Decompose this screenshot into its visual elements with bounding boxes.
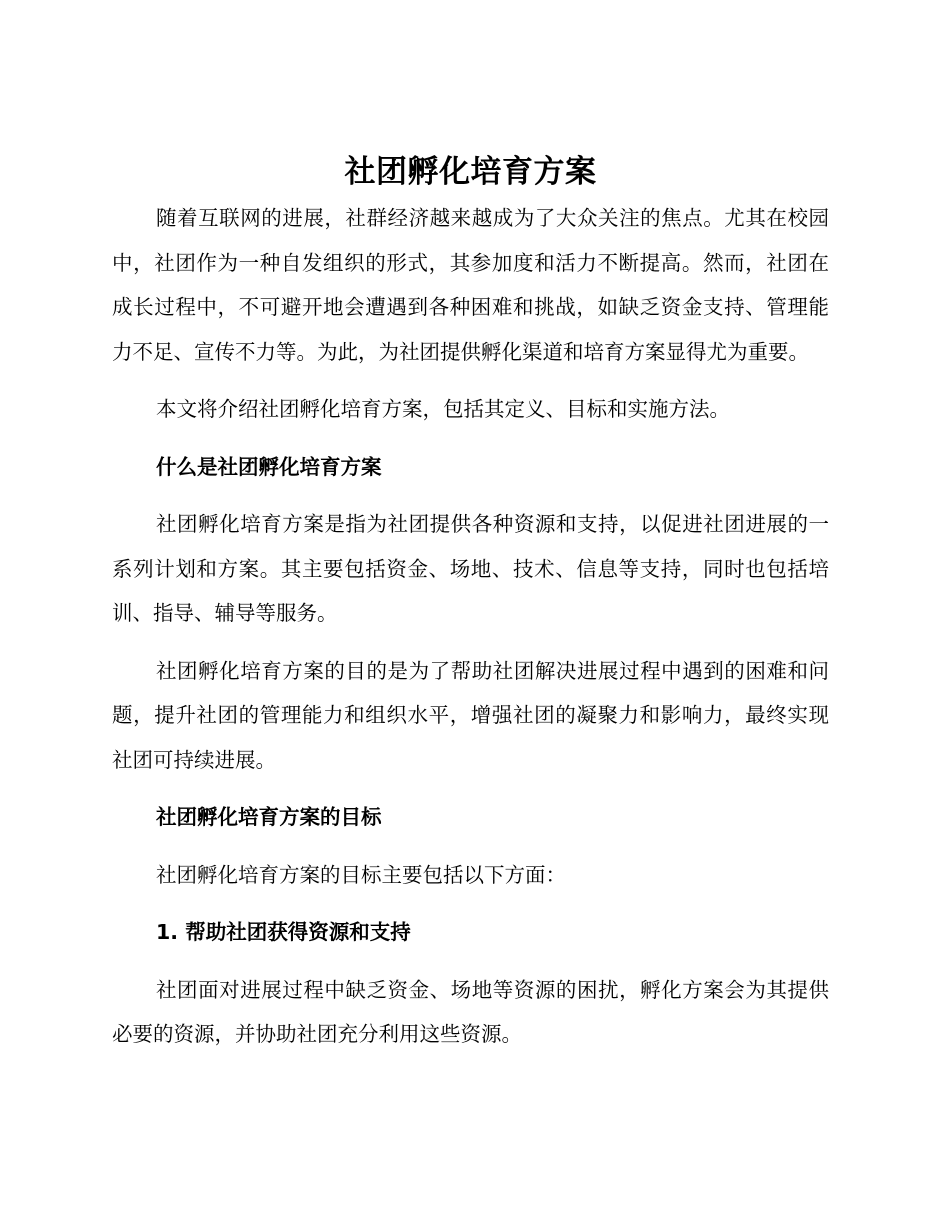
paragraph-overview: 本文将介绍社团孵化培育方案，包括其定义、目标和实施方法。 [156, 397, 730, 421]
paragraph-definition: 社团孵化培育方案是指为社团提供各种资源和支持，以促进社团进展的一系列计划和方案。其主要包括资金、场地、技术、信息等支持，同时也包括培训、指导、辅导等服务。 [112, 512, 829, 625]
section-heading-what: 什么是社团孵化培育方案 [156, 454, 382, 479]
paragraph-purpose: 社团孵化培育方案的目的是为了帮助社团解决进展过程中遇到的困难和问题，提升社团的管理能力和组织水平，增强社团的凝聚力和影响力，最终实现社团可持续进展。 [112, 658, 829, 772]
paragraph-goals-intro: 社团孵化培育方案的目标主要包括以下方面： [156, 862, 566, 887]
section-heading-goal-1: 1. 帮助社团获得资源和支持 [156, 920, 411, 944]
paragraph-goal-1: 社团面对进展过程中缺乏资金、场地等资源的困扰，孵化方案会为其提供必要的资源，并协助社团充分利用这些资源。 [112, 977, 829, 1046]
paragraph-intro: 随着互联网的进展，社群经济越来越成为了大众关注的焦点。尤其在校园中，社团作为一种自发组织的形式，其参加度和活力不断提高。然而，社团在成长过程中，不可避开地会遭遇到各种困难和挑战，如缺乏资金支持、管理能力不足、宣传不力等。为此，为社团提供孵化渠道和培育方案显得尤为重要。 [112, 206, 829, 364]
document-title: 社团孵化培育方案 [344, 154, 597, 190]
section-heading-goals: 社团孵化培育方案的目标 [156, 805, 382, 829]
